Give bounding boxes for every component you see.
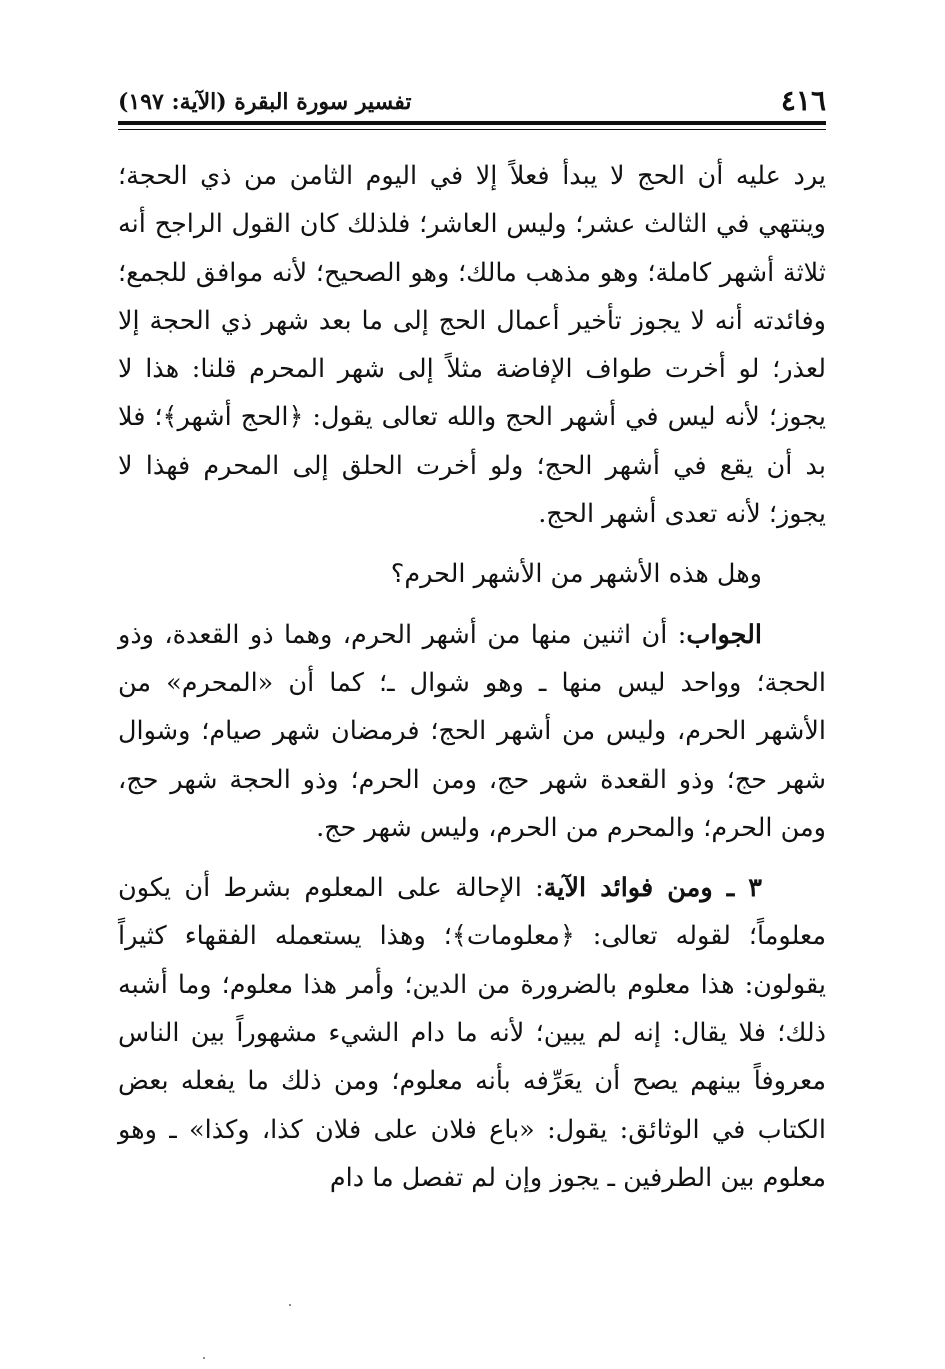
paragraph-benefit-3 [118,864,826,1202]
paragraph-lead: الجواب [686,619,762,650]
page-number: ٤١٦ [780,84,826,117]
paragraph-text: وهل هذه الأشهر من الأشهر الحرم؟ [390,559,762,590]
running-title: تفسير سورة البقرة (الآية: ١٩٧) [118,89,412,115]
paragraph-text: يرد عليه أن الحج لا يبدأ فعلاً إلا في اليوم الثامن من ذي الحجة؛ وينتهي في الثالث عشر؛ وليس العاشر؛ فلذلك كان القول الراجح أنه ثلاثة أشهر كاملة؛ وهو مذهب مالك؛ وهو الصحيح؛ لأنه موافق للجمع؛ وفائدته أنه لا يجوز تأخير أعمال الحج إلى ما بعد شهر ذي الحجة إلا لعذر؛ لو أخرت طواف الإفاضة مثلاً إلى شهر المحرم قلنا: هذا لا يجوز؛ لأنه ليس في أشهر الحج والله تعالى يقول: ﴿الحج أشهر﴾؛ فلا بد أن يقع في أشهر الحج؛ ولو أخرت الحلق إلى المحرم فهذا لا يجوز؛ لأنه تعدى أشهر الحج. [118,161,826,530]
paragraph-lead: ٣ ـ ومن فوائد الآية [543,873,762,904]
scan-speck [203,1357,205,1359]
paragraph-question [118,550,826,598]
header-rule-thick [118,121,826,125]
scan-speck [289,1304,291,1306]
paragraph-text: : أن اثنين منها من أشهر الحرم، وهما ذو القعدة، وذو الحجة؛ وواحد ليس منها ـ وهو شوال ـ؛ كما أن «المحرم» من الأشهر الحرم، وليس من أشهر الحج؛ فرمضان شهر صيام؛ وشوال شهر حج؛ وذو القعدة شهر حج، ومن الحرم؛ وذو الحجة شهر حج، ومن الحرم؛ والمحرم من الحرم، وليس شهر حج. [118,619,826,843]
page-body [118,152,826,1202]
paragraph-answer [118,611,826,852]
paragraph-hajj-months [118,152,826,538]
page-header [118,86,826,116]
header-rule-thin [118,129,826,130]
paragraph-text: : الإحالة على المعلوم بشرط أن يكون معلوماً؛ لقوله تعالى: ﴿معلومات﴾؛ وهذا يستعمله الفقهاء كثيراً يقولون: هذا معلوم بالضرورة من الدين؛ وأمر هذا معلوم؛ وما أشبه ذلك؛ فلا يقال: إنه لم يبين؛ لأنه ما دام الشيء مشهوراً بين الناس معروفاً بينهم يصح أن يعَرِّفه بأنه معلوم؛ ومن ذلك ما يفعله بعض الكتاب في الوثائق: يقول: «باع فلان على فلان كذا، وكذا» ـ وهو معلوم بين الطرفين ـ يجوز وإن لم تفصل ما دام [118,873,826,1193]
